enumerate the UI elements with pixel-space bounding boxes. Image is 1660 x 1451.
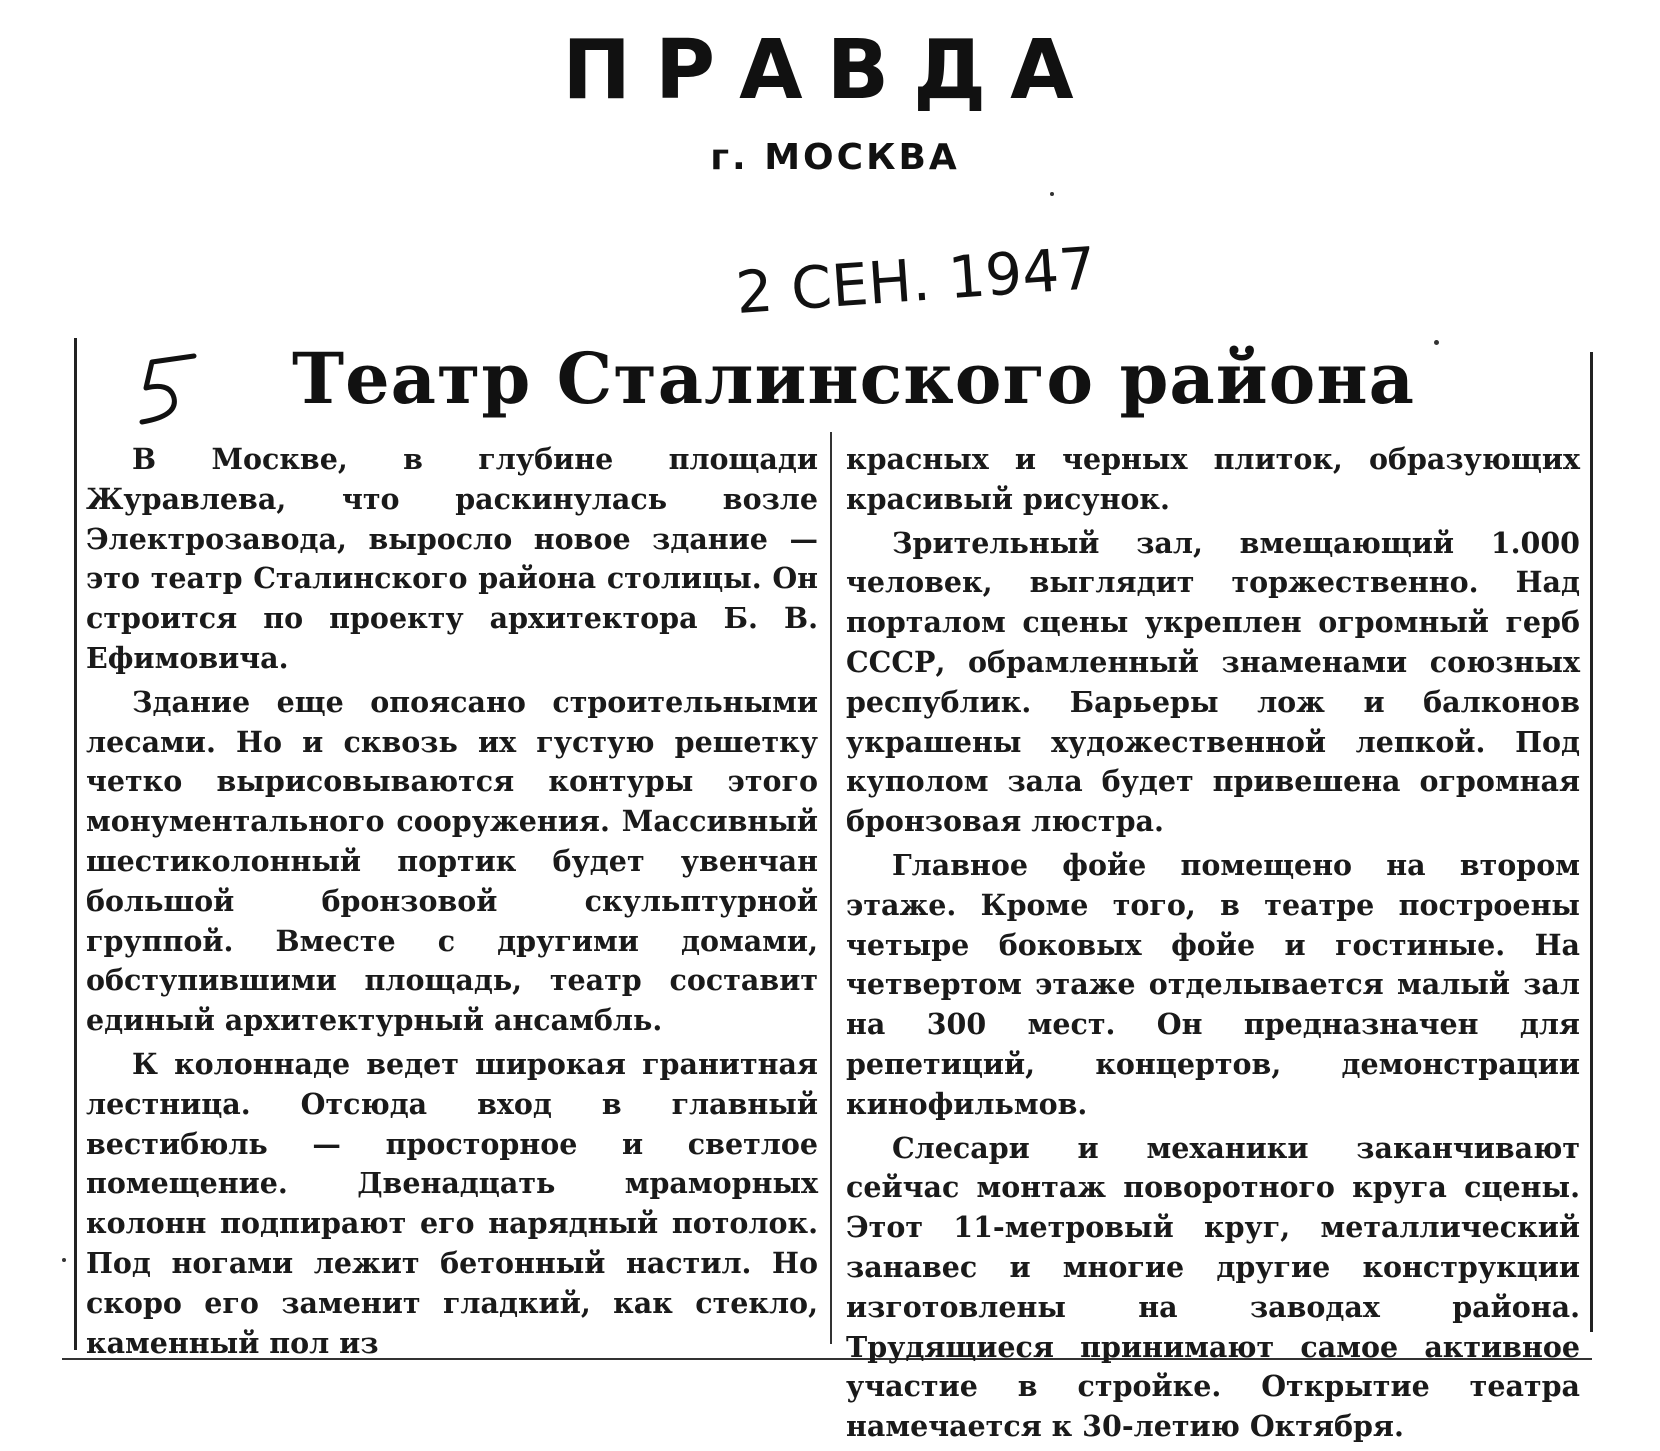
- column-divider-rule: [830, 432, 832, 1344]
- print-speck: [62, 1258, 66, 1262]
- article-paragraph: Зрительный зал, вмещающий 1.000 человек, выглядит торжественно. Над порталом сцены укреплен огромный герб СССР, обрамленный знаменами союзных республик. Барьеры лож и балконов украшены художественной лепкой. Под куполом зала будет привешена огромная бронзовая люстра.: [846, 525, 1580, 839]
- date-stamp: 2 СЕН. 1947: [733, 234, 1099, 327]
- handwritten-number-mark: [122, 348, 222, 428]
- article-paragraph: К колоннаде ведет широкая гранитная лестница. Отсюда вход в главный вестибюль — просторное и светлое помещение. Двенадцать мраморных колонн подпирают его нарядный потолок. Под ногами лежит бетонный настил. Но скоро его заменит гладкий, как стекло, каменный пол из: [86, 1046, 818, 1360]
- article-paragraph: Здание еще опоясано строительными лесами. Но и сквозь их густую решетку четко вырисовываются контуры этого монументального сооружения. Массивный шестиколонный портик будет увенчан большой бронзовой скульптурной группой. Вместе с другими домами, обступившими площадь, театр составит единый архитектурный ансамбль.: [86, 684, 818, 1038]
- article-left-column: [86, 440, 818, 1367]
- article-paragraph: Слесари и механики заканчивают сейчас монтаж поворотного круга сцены. Этот 11-метровый круг, металлический занавес и многие другие конструкции изготовлены на заводах района. Трудящиеся принимают самое активное участие в стройке. Открытие театра намечается к 30-летию Октября.: [846, 1130, 1580, 1444]
- article-right-column: [846, 440, 1580, 1451]
- article-paragraph: Главное фойе помещено на втором этаже. Кроме того, в театре построены четыре боковых фойе и гостиные. На четвертом этаже отделывается малый зал на 300 мест. Он предназначен для репетиций, концертов, демонстрации кинофильмов.: [846, 847, 1580, 1121]
- left-border-rule: [74, 338, 77, 1350]
- article-headline: Театр Сталинского района: [292, 337, 1415, 420]
- right-border-rule: [1590, 352, 1593, 1332]
- article-paragraph: В Москве, в глубине площади Журавлева, что раскинулась возле Электрозавода, выросло новое здание — это театр Сталинского района столицы. Он строится по проекту архитектора Б. В. Ефимовича.: [86, 442, 818, 675]
- print-speck: [1050, 192, 1054, 196]
- city-stamp: г. МОСКВА: [710, 137, 960, 178]
- article-paragraph-continued: красных и черных плиток, образующих красивый рисунок.: [846, 442, 1580, 516]
- newspaper-name-stamp: ПРАВДА: [562, 23, 1098, 118]
- print-speck: [1434, 340, 1439, 345]
